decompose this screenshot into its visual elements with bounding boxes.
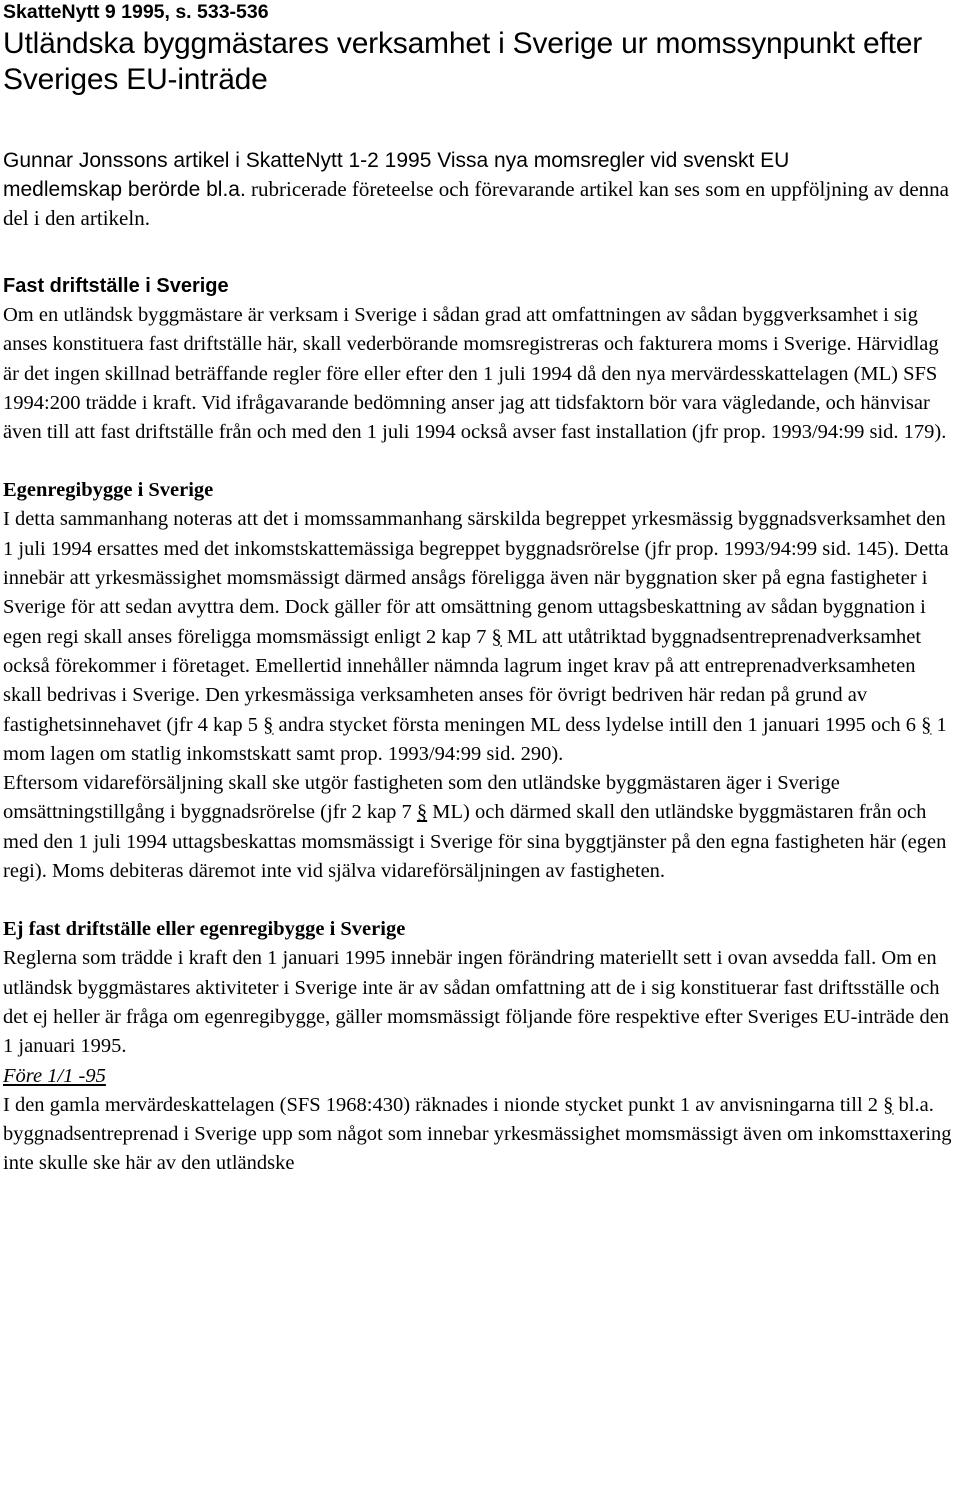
p1-part-d: 1 mom lagen om statlig inkomstskatt samt prop. 1993/94:99 sid. 290).: [3, 713, 947, 765]
paragraph-ej-fast-driftstalle: Reglerna som trädde i kraft den 1 januari 1995 innebär ingen förändring materiellt sett i ovan avsedda fall. Om en utländsk byggmästares aktiviteter i Sverige inte är av sådan omfattning att de i sig konstituerar fast driftsställe och det ej heller är fråga om egenregibygge, gäller momsmässigt följande före respektive efter Sveriges EU-inträde den 1 januari 1995.: [3, 947, 950, 1058]
section-sign-icon: §: [883, 1093, 894, 1116]
paragraph-fast-driftstalle: Om en utländsk byggmästare är verksam i Sverige i sådan grad att omfattningen av sådan byggverksamhet i sig anses konstituera fast driftställe här, skall vederbörande momsregistreras och fakturera moms i Sverige. Härvidlag är det ingen skillnad beträffande regler före eller efter den 1 juli 1994 då den nya mervärdesskattelagen (ML) SFS 1994:200 trädde i kraft. Vid ifrågavarande bedömning anser jag att tidsfaktorn bör vara vägledande, och hänvisar även till att fast driftställe från och med den 1 juli 1994 också avser fast installation (jfr prop. 1993/94:99 sid. 179).: [3, 304, 947, 444]
heading-fore-1-1-95: Före 1/1 -95: [3, 1064, 106, 1087]
paragraph-egenregibygge-1: [3, 505, 958, 769]
p1-part-a: I detta sammanhang noteras att det i momssammanhang särskilda begreppet yrkesmässig byggnadsverksamhet den 1 juli 1994 ersattes med det inkomstskattemässiga begreppet byggnadsrörelse (jfr prop. 1993/94:99 sid. 145). Detta innebär att yrkesmässighet momsmässigt därmed ansågs föreligga även när byggnation sker på egna fastigheter i Sverige för att sedan avyttra dem. Dock gäller för att omsättning genom uttagsbeskattning av sådan byggnation i egen regi skall anses föreligga momsmässigt enligt 2 kap 7: [3, 508, 949, 648]
heading-ej-fast-driftstalle: Ej fast driftställe eller egenregibygge i Sverige: [3, 918, 406, 941]
section-sign-icon: §: [263, 713, 274, 736]
section-sign-icon: §: [416, 801, 428, 824]
article-title: Utländska byggmästares verksamhet i Sverige ur momssynpunkt efter Sveriges EU-inträde: [3, 27, 923, 96]
intro-line-1: Gunnar Jonssons artikel i SkatteNytt 1-2 1995 Vissa nya momsregler vid svenskt EU: [3, 149, 790, 172]
heading-egenregibygge: Egenregibygge i Sverige: [3, 479, 214, 502]
p2-part-a: Eftersom vidareförsäljning skall ske utgör fastigheten som den utländske byggmästaren äger i Sverige omsättningstillgång i byggnadsrörelse (jfr 2 kap 7: [3, 772, 840, 824]
p2-part-b: ML) och därmed skall den utländske byggmästaren från och med den 1 juli 1994 uttagsbeskattas momsmässigt i Sverige för sina byggtjänster på den egna fastigheten här (egen regi). Moms debiteras däremot inte vid själva vidareförsäljningen av fastigheten.: [3, 801, 947, 883]
intro-line-2b: rubricerade företeelse och förevarande artikel kan ses som en uppföljning av denna del i den artikeln.: [3, 177, 949, 230]
heading-fast-driftstalle: Fast driftställe i Sverige: [3, 275, 229, 297]
paragraph-fore-1-1-95: [3, 1091, 958, 1179]
p1-part-c: andra stycket första meningen ML dess lydelse intill den 1 januari 1995 och 6: [278, 713, 916, 736]
p1-part-b: ML att utåtriktad byggnadsentreprenadverksamhet också förekommer i företaget. Emellertid innehåller nämnda lagrum inget krav på att entreprenadverksamheten skall bedrivas i Sverige. Den yrkesmässiga verksamheten anses för övrigt bedriven här redan på grund av fastighetsinnehavet (jfr 4 kap 5: [3, 625, 922, 736]
section-sign-icon: §: [491, 625, 502, 648]
p-fore-part-a: I den gamla mervärdeskattelagen (SFS 1968:430) räknades i nionde stycket punkt 1 av anvisningarna till 2: [3, 1093, 879, 1116]
section-sign-icon: §: [921, 713, 932, 736]
document-page: [3, 0, 958, 1178]
intro-line-2a: medlemskap berörde bl.a.: [3, 178, 246, 201]
intro-paragraph: [3, 146, 958, 233]
source-citation: SkatteNytt 9 1995, s. 533-536: [3, 1, 269, 23]
paragraph-egenregibygge-2: [3, 769, 958, 886]
p-fore-part-b: bl.a. byggnadsentreprenad i Sverige upp som något som innebar yrkesmässighet momsmässigt även om inkomsttaxering inte skulle ske här av den utländske: [3, 1093, 952, 1175]
